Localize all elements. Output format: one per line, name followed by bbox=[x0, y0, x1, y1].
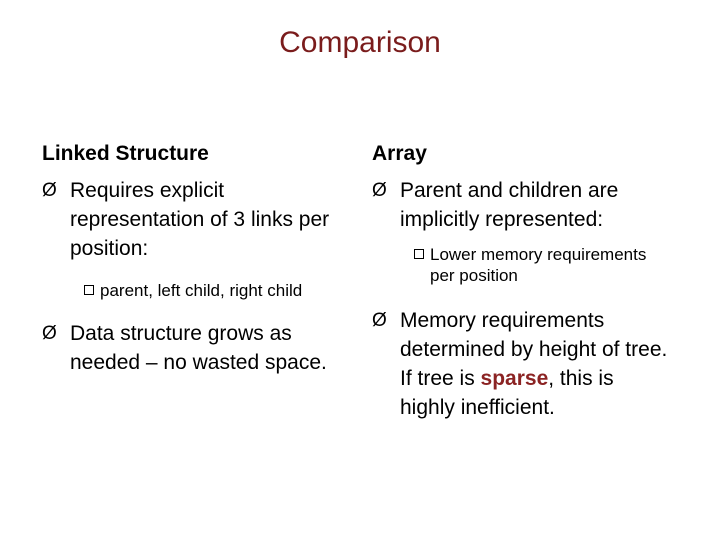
right-bullet-1-text: Parent and children are implicitly represented: bbox=[400, 179, 619, 231]
bullet-arrow-icon: Ø bbox=[372, 180, 387, 201]
right-bullet-2 bbox=[372, 306, 672, 422]
left-heading: Linked Structure bbox=[42, 142, 209, 165]
left-sub-bullet-1-text: parent, left child, right child bbox=[100, 281, 303, 300]
right-heading: Array bbox=[372, 142, 427, 165]
right-bullet-2-text-post: , this is highly inefficient. bbox=[400, 367, 614, 419]
left-bullet-2 bbox=[42, 319, 352, 377]
bullet-arrow-icon: Ø bbox=[42, 180, 57, 201]
square-bullet-icon bbox=[414, 249, 424, 259]
right-sub-bullet-1 bbox=[372, 244, 672, 286]
right-column bbox=[372, 140, 672, 422]
left-column bbox=[42, 140, 352, 377]
slide-title: Comparison bbox=[279, 26, 441, 59]
left-bullet-1 bbox=[42, 176, 352, 263]
left-bullet-2-text: Data structure grows as needed – no wasted space. bbox=[70, 322, 327, 374]
sparse-highlight: sparse bbox=[480, 367, 549, 390]
right-sub-bullet-1-text: Lower memory requirements per position bbox=[430, 245, 647, 285]
square-bullet-icon bbox=[84, 285, 94, 295]
right-bullet-1 bbox=[372, 176, 672, 234]
bullet-arrow-icon: Ø bbox=[42, 323, 57, 344]
right-bullet-2-text-pre: Memory requirements determined by height of tree. If tree is bbox=[400, 309, 668, 390]
left-bullet-1-text: Requires explicit representation of 3 links per position: bbox=[70, 179, 330, 260]
bullet-arrow-icon: Ø bbox=[372, 310, 387, 331]
left-sub-bullet-1 bbox=[42, 280, 352, 301]
